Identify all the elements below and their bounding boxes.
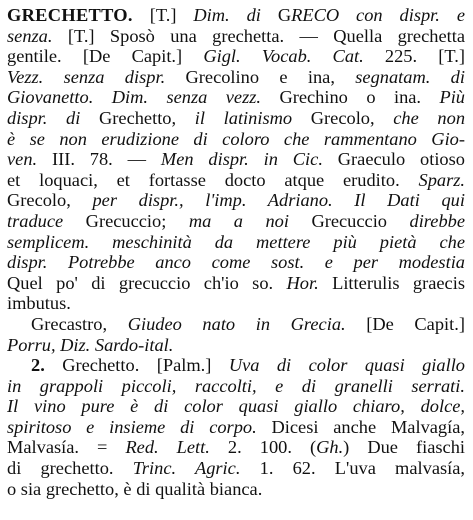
italic-run: senza. [7,25,53,46]
sense-2-line-1 [7,355,465,376]
italic-run: è se non erudizione di coloro che rammentano Gio- [7,128,465,149]
entry-line: traduce Grecuccio; ma a noi Grecuccio direbbe [7,210,465,231]
entry-line-1-text: [T.] Dim. di GRECO con dispr. e [149,5,465,25]
italic-run: Gh. [316,437,344,458]
entry-line-1 [7,5,465,26]
sense-2-line: Malvasía. = Red. Lett. 2. 100. (Gh.) Due fiaschi [7,437,465,458]
italic-run: Il vino pure è di color quasi giallo chiaro, dolce, [7,396,465,417]
sense-2-line-1-text: Grechetto. [Palm.] Uva di color quasi giallo [62,355,465,376]
headword: GRECHETTO. [7,5,133,25]
italic-run: Gigl. Vocab. Cat. [203,46,364,67]
italic-run: che non [393,107,465,128]
italic-run: Hor. [286,272,319,293]
sense-2-last-line: o sia grechetto, è di qualità bianca. [7,478,263,499]
entry-line: gentile. [De Capit.] Gigl. Vocab. Cat. 225. [T.] [7,46,465,67]
italic-run: dispr. di [7,107,81,128]
italic-run: Dim. di [193,5,278,25]
italic-run: spiritoso e insieme di corpo. [7,416,257,437]
sense-2-line [7,396,465,417]
entry-line: Giovanetto. Dim. senza vezz. Grechino o ina. Più [7,87,465,108]
entry-line [7,252,465,273]
italic-run: dispr. Potrebbe anco come sost. e per modestia [7,252,465,273]
entry-line [7,232,465,253]
sense-number: 2. [31,355,45,376]
italic-run: Vezz. senza dispr. [7,66,166,87]
italic-run: Più [439,87,465,108]
italic-run: semplicem. meschinità da mettere più pietà che [7,231,465,252]
italic-run: direbbe [409,210,465,231]
italic-run: per dispr., l'imp. Adriano. Il Dati qui [92,190,465,211]
italic-run: Trinc. Agric. [132,458,241,479]
italic-run: Uva di color quasi giallo [228,355,465,376]
sense-2-line [7,376,465,397]
italic-run: in grappoli piccoli, raccolti, e di granelli serrati. [7,375,465,396]
sense-2-line: spiritoso e insieme di corpo. Dicesi anche Malvagía, [7,416,465,437]
grecastro-line-1: Grecastro, Giudeo nato in Grecia. [De Capit.] [31,313,465,334]
sense-2-line: di grechetto. Trinc. Agric. 1. 62. L'uva malvasía, [7,458,465,479]
italic-run: Porru, Diz. Sardo-ital. [7,334,174,355]
grecastro-line-2 [7,335,465,356]
entry-line: dispr. di Grechetto, il latinismo Grecolo, che non [7,107,465,128]
entry-line: Grecolo, per dispr., l'imp. Adriano. Il Dati qui [7,190,465,211]
entry-line: senza. [T.] Sposò una grechetta. — Quella grechetta [7,25,465,46]
entry-line: Vezz. senza dispr. Grecolino e ina, segnatam. di [7,66,465,87]
italic-run: Men dispr. in Cic. [160,149,323,170]
italic-run: il latinismo [194,107,293,128]
italic-run: Giovanetto. Dim. senza vezz. [7,87,262,108]
entry-line: et loquaci, et fortasse docto atque erudito. Sparz. [7,169,465,190]
entry-line [7,129,465,150]
italic-run: ma a noi [188,210,289,231]
italic-run: RECO con dispr. e [291,5,465,25]
italic-run: Red. Lett. [125,437,210,458]
entry-line: ven. III. 78. — Men dispr. in Cic. Graeculo otioso [7,149,465,170]
italic-run: traduce [7,210,64,231]
italic-run: segnatam. di [355,66,465,87]
italic-run: ven. [7,149,38,170]
italic-run: Giudeo nato in Grecia. [127,313,346,334]
entry-line: Quel po' di grecuccio ch'io so. Hor. Litterulis graecis [7,272,465,293]
italic-run: Sparz. [418,169,465,190]
entry-last-line: imbutus. [7,293,71,314]
